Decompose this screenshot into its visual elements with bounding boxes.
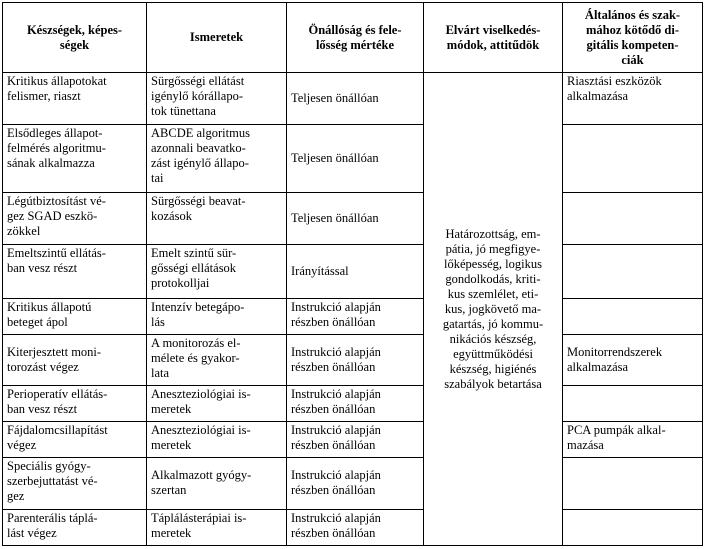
table-row: [3, 421, 703, 457]
skill-cell: Légútbiztosítást vé- gez SGAD eszkö- zökkel: [3, 193, 147, 245]
table-header-row: [3, 3, 703, 73]
autonomy-cell: Teljesen önállóan: [287, 73, 424, 125]
knowledge-cell: Intenzív betegápo- lás: [147, 298, 287, 334]
autonomy-cell: Irányítással: [287, 245, 424, 298]
competency-table: [2, 2, 703, 546]
digital-cell: Monitorrendszerek alkalmazása: [563, 334, 703, 385]
digital-cell: [563, 385, 703, 421]
table-row: [3, 509, 703, 545]
autonomy-cell: Instrukció alapján részben önállóan: [287, 385, 424, 421]
knowledge-cell: Aneszteziológiai is- meretek: [147, 385, 287, 421]
autonomy-cell: Teljesen önállóan: [287, 125, 424, 193]
knowledge-cell: Emelt szintű sür- gősségi ellátások protokolljai: [147, 245, 287, 298]
header-autonomy: Önállóság és fele- lősség mértéke: [287, 3, 424, 73]
table-row: [3, 193, 703, 245]
header-skills: Készségek, képes- ségek: [3, 3, 147, 73]
skill-cell: Fájdalomcsillapítást végez: [3, 421, 147, 457]
skill-cell: Kritikus állapotú beteget ápol: [3, 298, 147, 334]
autonomy-cell: Instrukció alapján részben önállóan: [287, 457, 424, 509]
header-attitudes: Elvárt viselkedés- módok, attitűdök: [424, 3, 563, 73]
knowledge-cell: Aneszteziológiai is- meretek: [147, 421, 287, 457]
digital-cell: [563, 457, 703, 509]
autonomy-cell: Instrukció alapján részben önállóan: [287, 421, 424, 457]
knowledge-cell: Sürgősségi ellátást igénylő kórállapo- tok tünettana: [147, 73, 287, 125]
digital-cell: PCA pumpák alkal- mazása: [563, 421, 703, 457]
table-row: [3, 73, 703, 125]
skill-cell: Kritikus állapotokat felismer, riaszt: [3, 73, 147, 125]
digital-cell: [563, 193, 703, 245]
header-knowledge: Ismeretek: [147, 3, 287, 73]
skill-cell: Emeltszintű ellátás- ban vesz részt: [3, 245, 147, 298]
autonomy-cell: Teljesen önállóan: [287, 193, 424, 245]
autonomy-cell: Instrukció alapján részben önállóan: [287, 509, 424, 545]
knowledge-cell: Alkalmazott gyógy- szertan: [147, 457, 287, 509]
autonomy-cell: Instrukció alapján részben önállóan: [287, 334, 424, 385]
table-row: [3, 385, 703, 421]
table-row: [3, 457, 703, 509]
knowledge-cell: Sürgősségi beavat- kozások: [147, 193, 287, 245]
attitudes-cell: Határozottság, em- pátia, jó megfigye- lőképesség, logikus gondolkodás, kriti- kus szemlélet, eti- kus, jogkövető ma- gatartás, jó kommu- nikációs készség, együttműködési készség, higiénés szabályok betartása: [424, 73, 563, 546]
table-row: [3, 245, 703, 298]
knowledge-cell: Táplálásterápiai is- meretek: [147, 509, 287, 545]
knowledge-cell: ABCDE algoritmus azonnali beavatko- zást igénylő állapo- tai: [147, 125, 287, 193]
table-row: [3, 125, 703, 193]
skill-cell: Perioperatív ellátás- ban vesz részt: [3, 385, 147, 421]
skill-cell: Kiterjesztett moni- torozást végez: [3, 334, 147, 385]
table-row: [3, 298, 703, 334]
header-digital: Általános és szak- mához kötődő di- gitális kompeten- ciák: [563, 3, 703, 73]
digital-cell: [563, 125, 703, 193]
digital-cell: [563, 298, 703, 334]
skill-cell: Parenterális táplá- lást végez: [3, 509, 147, 545]
digital-cell: [563, 245, 703, 298]
digital-cell: Riasztási eszközök alkalmazása: [563, 73, 703, 125]
digital-cell: [563, 509, 703, 545]
autonomy-cell: Instrukció alapján részben önállóan: [287, 298, 424, 334]
skill-cell: Speciális gyógy- szerbejuttatást vé- gez: [3, 457, 147, 509]
skill-cell: Elsődleges állapot- felmérés algoritmu- sának alkalmazza: [3, 125, 147, 193]
knowledge-cell: A monitorozás el- mélete és gyakor- lata: [147, 334, 287, 385]
table-row: [3, 334, 703, 385]
